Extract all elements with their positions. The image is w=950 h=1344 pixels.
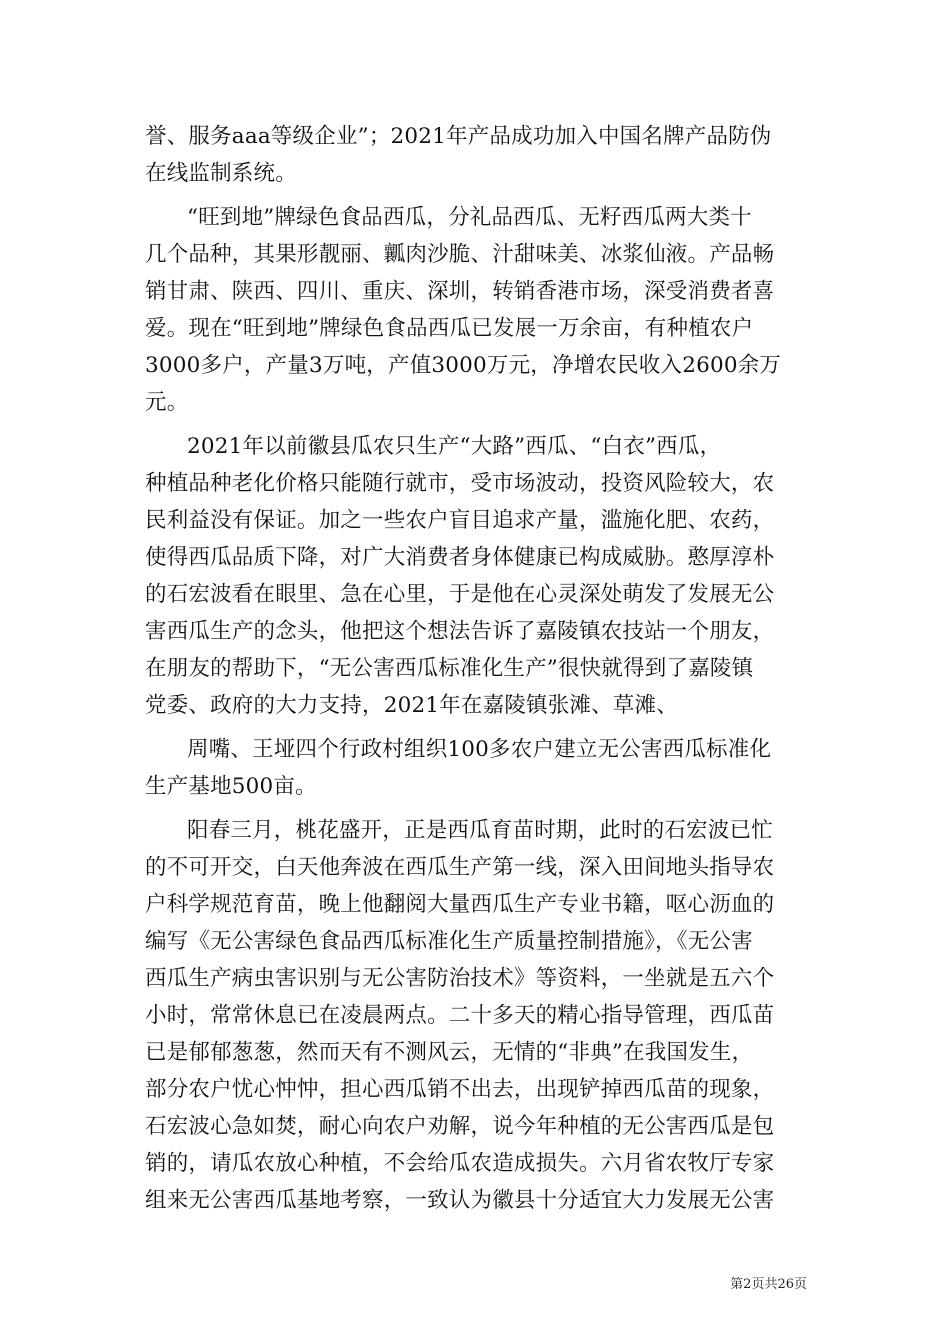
- paragraph: [145, 199, 807, 421]
- text-line: 在线监制系统。: [145, 161, 297, 186]
- page-number: 第2页共26页: [730, 1277, 807, 1292]
- text-line: 的石宏波看在眼里、急在心里，于是他在心灵深处萌发了发展无公: [145, 582, 775, 607]
- text-line: 小时，常常休息已在凌晨两点。二十多天的精心指导管理，西瓜苗: [145, 1003, 775, 1028]
- text-line: “旺到地”牌绿色食品西瓜，分礼品西瓜、无籽西瓜两大类十: [187, 205, 752, 230]
- text-line: 誉、服务aaa等级企业”；2021年产品成功加入中国名牌产品防伪: [145, 124, 772, 149]
- paragraph-gap: [145, 421, 807, 428]
- text-line: 生产基地500亩。: [145, 774, 317, 799]
- paragraph: [145, 731, 807, 805]
- text-line: 元。: [145, 390, 189, 415]
- document-body: [145, 118, 807, 1219]
- text-line: 阳春三月，桃花盛开，正是西瓜育苗时期，此时的石宏波已忙: [187, 818, 773, 843]
- text-line: 户科学规范育苗，晚上他翻阅大量西瓜生产专业书籍，呕心沥血的: [145, 892, 775, 917]
- text-line: 在朋友的帮助下，“无公害西瓜标准化生产”很快就得到了嘉陵镇: [145, 656, 754, 681]
- paragraph: [145, 118, 807, 192]
- text-line: 党委、政府的大力支持，2021年在嘉陵镇张滩、草滩、: [145, 693, 678, 718]
- text-line: 编写《无公害绿色食品西瓜标准化生产质量控制措施》，《无公害: [145, 929, 753, 954]
- text-line: 部分农户忧心忡忡，担心西瓜销不出去，出现铲掉西瓜苗的现象，: [145, 1077, 775, 1102]
- text-line: 种植品种老化价格只能随行就市，受市场波动，投资风险较大，农: [145, 471, 775, 496]
- text-line: 3000多户，产量3万吨，产值3000万元，净增农民收入2600余万: [145, 353, 782, 378]
- text-line: 2021年以前徽县瓜农只生产“大路”西瓜、“白衣”西瓜，: [187, 434, 722, 459]
- text-line: 销甘肃、陕西、四川、重庆、深圳，转销香港市场，深受消费者喜: [145, 279, 775, 304]
- text-line: 石宏波心急如焚，耐心向农户劝解，说今年种植的无公害西瓜是包: [145, 1114, 775, 1139]
- text-line: 销的，请瓜农放心种植，不会给瓜农造成损失。六月省农牧厅专家: [145, 1151, 775, 1176]
- text-line: 周嘴、王垭四个行政村组织100多农户建立无公害西瓜标准化: [187, 737, 772, 762]
- text-line: 使得西瓜品质下降，对广大消费者身体健康已构成威胁。憨厚淳朴: [145, 545, 775, 570]
- paragraph: [145, 812, 807, 1219]
- text-line: 已是郁郁葱葱，然而天有不测风云，无情的“非典”在我国发生，: [145, 1040, 754, 1065]
- text-line: 组来无公害西瓜基地考察，一致认为徽县十分适宜大力发展无公害: [145, 1188, 775, 1213]
- text-line: 几个品种，其果形靓丽、瓤肉沙脆、汁甜味美、冰浆仙液。产品畅: [145, 242, 775, 267]
- paragraph-gap: [145, 805, 807, 812]
- text-line: 爱。现在“旺到地”牌绿色食品西瓜已发展一万余亩，有种植农户: [145, 316, 754, 341]
- paragraph-gap: [145, 192, 807, 199]
- text-line: 民利益没有保证。加之一些农户盲目追求产量，滥施化肥、农药，: [145, 508, 775, 533]
- text-line: 的不可开交，白天他奔波在西瓜生产第一线，深入田间地头指导农: [145, 855, 775, 880]
- text-line: 害西瓜生产的念头，他把这个想法告诉了嘉陵镇农技站一个朋友，: [145, 619, 775, 644]
- paragraph: [145, 428, 807, 724]
- paragraph-gap: [145, 724, 807, 731]
- text-line: 西瓜生产病虫害识别与无公害防治技术》等资料，一坐就是五六个: [145, 966, 775, 991]
